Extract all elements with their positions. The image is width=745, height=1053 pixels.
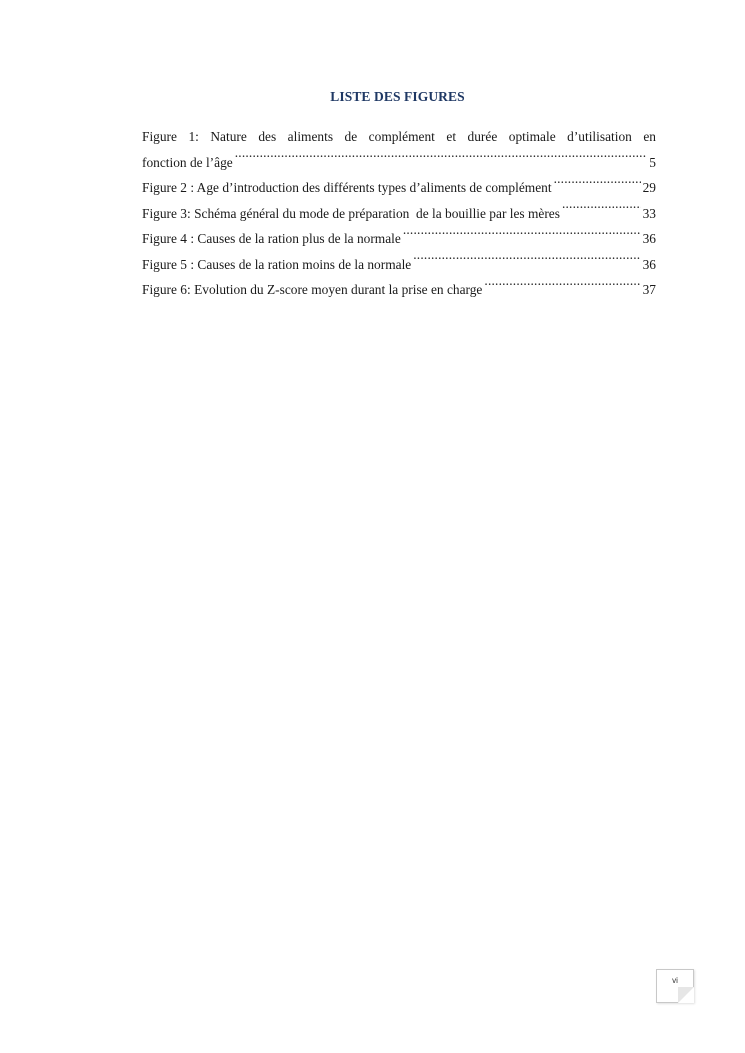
figure-entry-1-text: fonction de l’âge [142, 154, 233, 170]
figure-entry-4-page: 36 [642, 231, 656, 246]
figure-entry-2-text: Figure 2 : Age d’introduction des différents types d’aliments de complément [142, 180, 552, 195]
figure-entry-1-page: 5 [649, 154, 656, 170]
figure-list [142, 124, 656, 303]
figure-entry-4-text: Figure 4 : Causes de la ration plus de la normale [142, 231, 401, 246]
figure-entry-2[interactable] [142, 175, 656, 201]
figure-entry-3[interactable] [142, 201, 656, 227]
figure-entry-2-page: 29 [642, 180, 656, 195]
figure-entry-1-line1: Figure 1: Nature des aliments de complément et durée optimale d’utilisation en [142, 129, 656, 144]
page-title: LISTE DES FIGURES [330, 89, 465, 104]
dot-leader [413, 255, 640, 268]
dot-leader [235, 153, 648, 166]
dot-leader [554, 179, 641, 192]
figure-entry-6-text: Figure 6: Evolution du Z-score moyen durant la prise en charge [142, 282, 483, 297]
figure-entry-1[interactable] [142, 124, 656, 175]
figure-entry-1-line2 [142, 150, 656, 176]
page-number-box [656, 969, 694, 1003]
figure-entry-3-page: 33 [642, 205, 656, 221]
dot-leader [403, 230, 641, 243]
figure-entry-3-text: Figure 3: Schéma général du mode de préparation de la bouillie par les mères [142, 205, 560, 221]
figure-entry-5-text: Figure 5 : Causes de la ration moins de la normale [142, 256, 412, 272]
dot-leader [484, 281, 640, 294]
figure-entry-6[interactable] [142, 277, 656, 303]
page-number: vi [672, 976, 678, 985]
dot-leader [562, 204, 641, 217]
figure-entry-5-page: 36 [642, 256, 656, 272]
figure-entry-4[interactable] [142, 226, 656, 252]
figure-entry-5[interactable] [142, 252, 656, 278]
figure-entry-6-page: 37 [642, 282, 656, 297]
